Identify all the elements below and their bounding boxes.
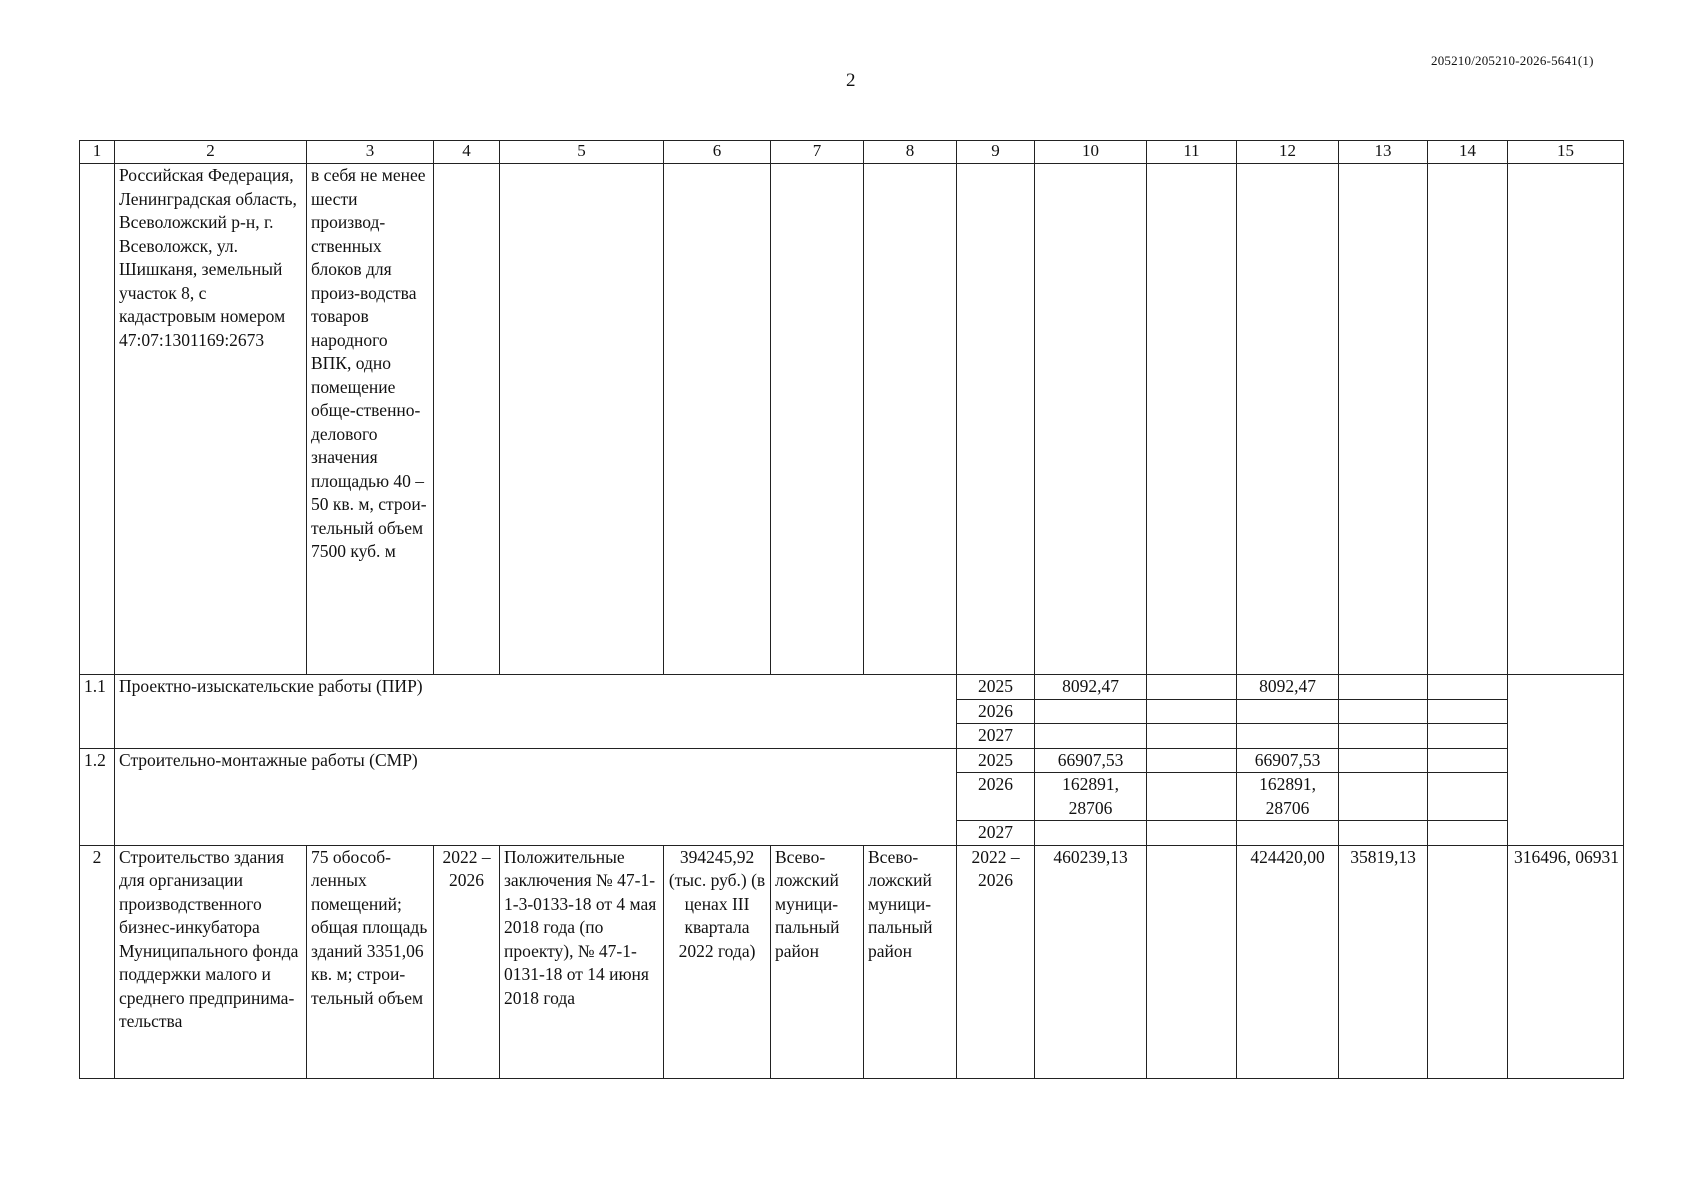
table-row — [80, 675, 1624, 700]
year-cell: 2027 — [957, 821, 1035, 846]
amount-cell: 35819,13 — [1339, 845, 1428, 1078]
amount-cell — [1237, 821, 1339, 846]
table-cell — [1339, 724, 1428, 749]
header-cell: 6 — [664, 141, 771, 164]
amount-cell: 8092,47 — [1035, 675, 1147, 700]
table-cell — [1428, 748, 1508, 773]
table-cell — [1147, 699, 1237, 724]
object-name-cell: Строительство здания для организации производственного бизнес-инкубатора Муниципального фонда поддержки малого и среднего предпринима-тельства — [115, 845, 307, 1078]
developer-cell: Всево-ложский муници-пальный район — [864, 845, 957, 1078]
table-cell — [1428, 724, 1508, 749]
amount-cell — [1035, 821, 1147, 846]
table-cell — [434, 164, 500, 675]
object-capacity-cell: в себя не менее шести производ-ственных блоков для произ-водства товаров народного ВПК, одно помещение обще-ственно-делового значения площадью 40 – 50 кв. м, строи-тельный объем 7500 куб. м — [307, 164, 434, 675]
year-cell: 2026 — [957, 699, 1035, 724]
table-cell — [1428, 675, 1508, 700]
table-cell — [1339, 675, 1428, 700]
year-cell: 2027 — [957, 724, 1035, 749]
table-cell — [1428, 699, 1508, 724]
header-cell: 8 — [864, 141, 957, 164]
table-cell — [1428, 773, 1508, 821]
table-cell — [1147, 675, 1237, 700]
table-cell — [1428, 845, 1508, 1078]
table-cell — [1147, 724, 1237, 749]
period-cell: 2022 – 2026 — [434, 845, 500, 1078]
object-address-cell: Российская Федерация, Ленинградская область, Всеволожский р-н, г. Всеволожск, ул. Шишканя, земельный участок 8, с кадастровым номером 47:07:1301169:2673 — [115, 164, 307, 675]
table-cell — [1339, 773, 1428, 821]
table-cell — [1147, 748, 1237, 773]
header-cell: 1 — [80, 141, 115, 164]
table-row — [80, 748, 1624, 773]
amount-cell: 162891, 28706 — [1237, 773, 1339, 821]
table-cell — [500, 164, 664, 675]
table-cell — [771, 164, 864, 675]
amount-cell: 316496, 06931 — [1508, 845, 1624, 1078]
amount-cell — [1237, 699, 1339, 724]
table-cell — [1339, 748, 1428, 773]
table-cell — [1147, 773, 1237, 821]
page-number: 2 — [846, 70, 856, 91]
table-cell — [1339, 821, 1428, 846]
table-row — [80, 845, 1624, 1078]
table-row — [80, 164, 1624, 675]
header-cell: 10 — [1035, 141, 1147, 164]
year-cell: 2025 — [957, 748, 1035, 773]
header-cell: 12 — [1237, 141, 1339, 164]
table-cell — [1035, 164, 1147, 675]
table-cell — [1508, 675, 1624, 846]
amount-cell: 66907,53 — [1035, 748, 1147, 773]
data-table — [79, 140, 1624, 1079]
table-cell — [664, 164, 771, 675]
header-cell: 2 — [115, 141, 307, 164]
table-cell — [864, 164, 957, 675]
header-cell: 7 — [771, 141, 864, 164]
table-cell — [1339, 164, 1428, 675]
table-cell — [1147, 821, 1237, 846]
table-cell — [1428, 164, 1508, 675]
header-cell: 11 — [1147, 141, 1237, 164]
table-cell — [1339, 699, 1428, 724]
table-cell — [1508, 164, 1624, 675]
year-cell: 2026 — [957, 773, 1035, 821]
table-cell — [1237, 164, 1339, 675]
header-cell: 14 — [1428, 141, 1508, 164]
header-cell: 13 — [1339, 141, 1428, 164]
header-row — [80, 141, 1624, 164]
header-cell: 4 — [434, 141, 500, 164]
table-cell — [1147, 845, 1237, 1078]
row-number-cell — [80, 164, 115, 675]
header-cell: 3 — [307, 141, 434, 164]
amount-cell — [1237, 724, 1339, 749]
row-number-cell: 1.2 — [80, 748, 115, 845]
expertise-cell: Положительные заключения № 47-1-1-3-0133-18 от 4 мая 2018 года (по проекту), № 47-1-0131-18 от 14 июня 2018 года — [500, 845, 664, 1078]
amount-cell: 8092,47 — [1237, 675, 1339, 700]
row-number-cell: 2 — [80, 845, 115, 1078]
estimated-cost-cell: 394245,92 (тыс. руб.) (в ценах III квартала 2022 года) — [664, 845, 771, 1078]
table-cell — [957, 164, 1035, 675]
customer-cell: Всево-ложский муници-пальный район — [771, 845, 864, 1078]
object-capacity-cell: 75 обособ-ленных помещений; общая площадь зданий 3351,06 кв. м; строи-тельный объем — [307, 845, 434, 1078]
header-cell: 9 — [957, 141, 1035, 164]
amount-cell: 66907,53 — [1237, 748, 1339, 773]
table-cell — [1428, 821, 1508, 846]
row-number-cell: 1.1 — [80, 675, 115, 749]
year-cell: 2022 – 2026 — [957, 845, 1035, 1078]
amount-cell — [1035, 699, 1147, 724]
amount-cell: 162891, 28706 — [1035, 773, 1147, 821]
header-cell: 15 — [1508, 141, 1624, 164]
amount-cell: 460239,13 — [1035, 845, 1147, 1078]
year-cell: 2025 — [957, 675, 1035, 700]
amount-cell — [1035, 724, 1147, 749]
work-type-label: Строительно-монтажные работы (СМР) — [115, 748, 957, 845]
header-cell: 5 — [500, 141, 664, 164]
work-type-label: Проектно-изыскательские работы (ПИР) — [115, 675, 957, 749]
table-cell — [1147, 164, 1237, 675]
document-id: 205210/205210-2026-5641(1) — [1431, 53, 1594, 68]
amount-cell: 424420,00 — [1237, 845, 1339, 1078]
